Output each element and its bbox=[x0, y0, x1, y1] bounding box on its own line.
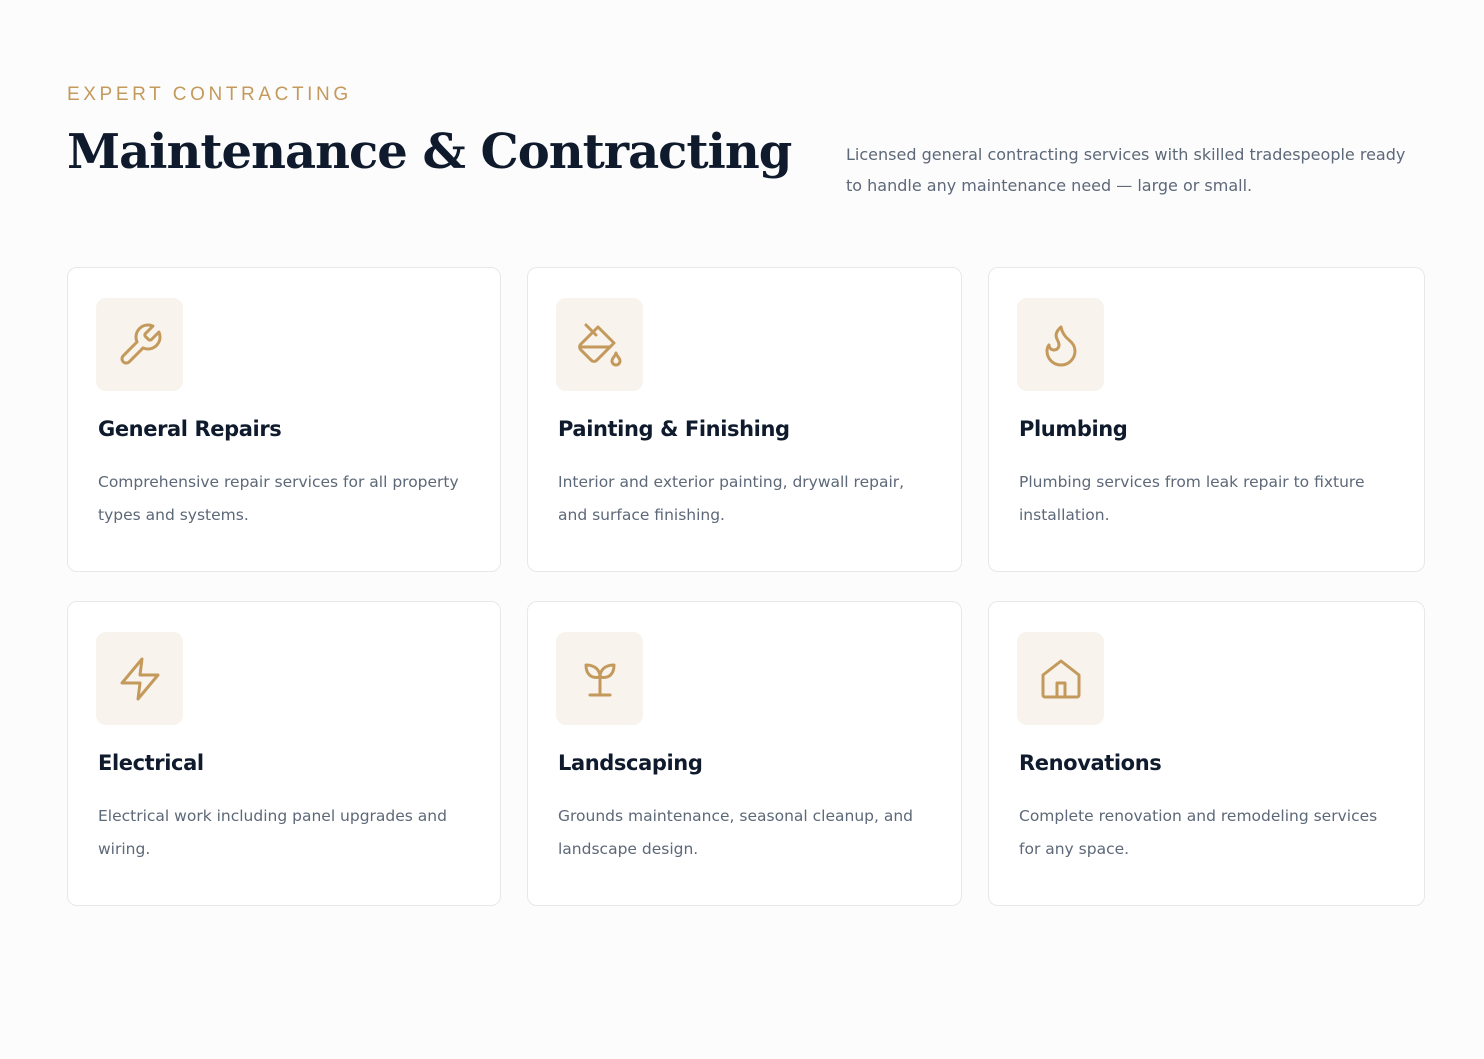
service-card-electrical[interactable] bbox=[67, 601, 501, 906]
house-icon bbox=[1017, 632, 1104, 725]
flame-icon bbox=[1017, 298, 1104, 391]
service-description: Complete renovation and remodeling services for any space. bbox=[1019, 807, 1378, 858]
service-description: Interior and exterior painting, drywall repair, and surface finishing. bbox=[558, 473, 905, 524]
service-description: Comprehensive repair services for all property types and systems. bbox=[98, 473, 459, 524]
service-card-renovations[interactable] bbox=[988, 601, 1425, 906]
service-title: Landscaping bbox=[558, 751, 703, 775]
section-intro: Licensed general contracting services with skilled tradespeople ready to handle any maintenance need — large or small. bbox=[846, 145, 1406, 195]
service-card-landscaping[interactable] bbox=[527, 601, 962, 906]
service-title: Painting & Finishing bbox=[558, 417, 790, 441]
section-eyebrow: EXPERT CONTRACTING bbox=[67, 84, 352, 105]
wrench-icon bbox=[96, 298, 183, 391]
service-title: Plumbing bbox=[1019, 417, 1128, 441]
service-description: Plumbing services from leak repair to fixture installation. bbox=[1019, 473, 1365, 524]
service-card-painting-finishing[interactable] bbox=[527, 267, 962, 572]
page-title: Maintenance & Contracting bbox=[67, 124, 792, 180]
paint-bucket-icon bbox=[556, 298, 643, 391]
service-title: Electrical bbox=[98, 751, 204, 775]
service-title: General Repairs bbox=[98, 417, 282, 441]
service-description: Grounds maintenance, seasonal cleanup, and landscape design. bbox=[558, 807, 914, 858]
service-card-plumbing[interactable] bbox=[988, 267, 1425, 572]
sprout-icon bbox=[556, 632, 643, 725]
service-card-general-repairs[interactable] bbox=[67, 267, 501, 572]
lightning-bolt-icon bbox=[96, 632, 183, 725]
service-description: Electrical work including panel upgrades and wiring. bbox=[98, 807, 447, 858]
services-grid bbox=[67, 267, 1425, 906]
service-title: Renovations bbox=[1019, 751, 1162, 775]
